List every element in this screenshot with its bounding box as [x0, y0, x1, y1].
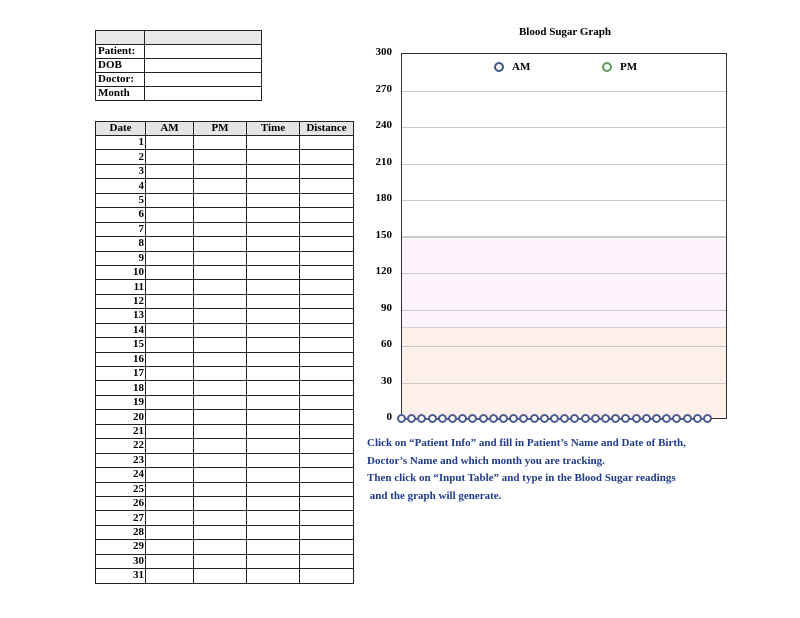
y-tick-label: 180: [375, 192, 392, 204]
doctor-label: Doctor:: [96, 73, 145, 87]
date-cell: 20: [96, 410, 146, 424]
am-data-point: [530, 414, 539, 423]
column-header-pm: PM: [194, 122, 247, 136]
gridline: [402, 237, 726, 238]
pm-input-cell[interactable]: [194, 251, 247, 265]
patient-label: Patient:: [96, 45, 145, 59]
gridline: [402, 383, 726, 384]
distance-input-cell[interactable]: [300, 193, 354, 207]
patient-name-field[interactable]: [145, 45, 262, 59]
am-data-point: [550, 414, 559, 423]
date-cell: 5: [96, 193, 146, 207]
table-row: [96, 395, 354, 409]
am-data-point: [397, 414, 406, 423]
date-cell: 7: [96, 222, 146, 236]
time-input-cell[interactable]: [247, 265, 300, 279]
am-data-point: [519, 414, 528, 423]
pm-input-cell[interactable]: [194, 395, 247, 409]
patient-info-row-patient: [96, 45, 262, 59]
distance-input-cell[interactable]: [300, 222, 354, 236]
am-input-cell[interactable]: [146, 150, 194, 164]
time-input-cell[interactable]: [247, 381, 300, 395]
gridline: [402, 127, 726, 128]
time-input-cell[interactable]: [247, 164, 300, 178]
am-data-point: [601, 414, 610, 423]
am-data-point: [591, 414, 600, 423]
am-input-cell[interactable]: [146, 265, 194, 279]
am-data-point: [468, 414, 477, 423]
date-cell: 6: [96, 208, 146, 222]
distance-input-cell[interactable]: [300, 381, 354, 395]
am-data-point: [509, 414, 518, 423]
gridline: [402, 310, 726, 311]
date-cell: 4: [96, 179, 146, 193]
distance-input-cell[interactable]: [300, 338, 354, 352]
doctor-field[interactable]: [145, 73, 262, 87]
time-input-cell[interactable]: [247, 193, 300, 207]
pm-input-cell[interactable]: [194, 424, 247, 438]
am-input-cell[interactable]: [146, 453, 194, 467]
am-data-point: [611, 414, 620, 423]
table-row: [96, 309, 354, 323]
table-row: [96, 554, 354, 568]
date-cell: 10: [96, 265, 146, 279]
date-cell: 22: [96, 439, 146, 453]
am-input-cell[interactable]: [146, 439, 194, 453]
legend-label-pm: PM: [620, 61, 638, 73]
instruction-line: Click on “Patient Info” and fill in Patient’s Name and Date of Birth,: [367, 437, 686, 449]
date-cell: 25: [96, 482, 146, 496]
pm-input-cell[interactable]: [194, 439, 247, 453]
date-cell: 31: [96, 569, 146, 583]
distance-input-cell[interactable]: [300, 251, 354, 265]
am-input-cell[interactable]: [146, 410, 194, 424]
pm-input-cell[interactable]: [194, 496, 247, 510]
blood-sugar-log-table: [95, 121, 354, 584]
table-row: [96, 193, 354, 207]
distance-input-cell[interactable]: [300, 395, 354, 409]
patient-info-header-row: [96, 31, 262, 45]
date-cell: 2: [96, 150, 146, 164]
chart-title: Blood Sugar Graph: [518, 26, 612, 38]
time-input-cell[interactable]: [247, 352, 300, 366]
time-input-cell[interactable]: [247, 280, 300, 294]
am-data-point: [683, 414, 692, 423]
y-tick-label: 300: [375, 46, 392, 58]
am-data-point: [693, 414, 702, 423]
date-cell: 23: [96, 453, 146, 467]
date-cell: 27: [96, 511, 146, 525]
y-tick-label: 120: [375, 265, 392, 277]
am-input-cell[interactable]: [146, 424, 194, 438]
distance-input-cell[interactable]: [300, 294, 354, 308]
date-cell: 17: [96, 367, 146, 381]
time-input-cell[interactable]: [247, 222, 300, 236]
pm-input-cell[interactable]: [194, 136, 247, 150]
gridline: [402, 346, 726, 347]
time-input-cell[interactable]: [247, 338, 300, 352]
am-data-point: [632, 414, 641, 423]
am-data-point: [407, 414, 416, 423]
pm-input-cell[interactable]: [194, 179, 247, 193]
pm-input-cell[interactable]: [194, 294, 247, 308]
am-data-point: [499, 414, 508, 423]
distance-input-cell[interactable]: [300, 482, 354, 496]
table-row: [96, 453, 354, 467]
am-input-cell[interactable]: [146, 237, 194, 251]
am-data-point: [479, 414, 488, 423]
table-row: [96, 150, 354, 164]
time-input-cell[interactable]: [247, 540, 300, 554]
distance-input-cell[interactable]: [300, 323, 354, 337]
am-input-cell[interactable]: [146, 280, 194, 294]
time-input-cell[interactable]: [247, 251, 300, 265]
table-row: [96, 496, 354, 510]
gridline: [402, 164, 726, 165]
distance-input-cell[interactable]: [300, 540, 354, 554]
distance-input-cell[interactable]: [300, 569, 354, 583]
time-input-cell[interactable]: [247, 482, 300, 496]
am-data-point: [489, 414, 498, 423]
am-input-cell[interactable]: [146, 525, 194, 539]
band-boundary-line: [402, 327, 726, 328]
column-header-am: AM: [146, 122, 194, 136]
table-row: [96, 323, 354, 337]
time-input-cell[interactable]: [247, 453, 300, 467]
table-row: [96, 208, 354, 222]
am-input-cell[interactable]: [146, 136, 194, 150]
distance-input-cell[interactable]: [300, 136, 354, 150]
time-input-cell[interactable]: [247, 569, 300, 583]
target-range-band: [402, 237, 726, 328]
date-cell: 26: [96, 496, 146, 510]
distance-input-cell[interactable]: [300, 309, 354, 323]
circle-marker-icon: [494, 62, 504, 72]
date-cell: 24: [96, 468, 146, 482]
y-tick-label: 270: [375, 82, 392, 95]
am-data-point: [703, 414, 712, 423]
gridline: [402, 200, 726, 201]
log-table-body: [96, 136, 354, 584]
am-data-point: [438, 414, 447, 423]
pm-input-cell[interactable]: [194, 453, 247, 467]
table-row: [96, 164, 354, 178]
pm-input-cell[interactable]: [194, 164, 247, 178]
circle-marker-icon: [602, 62, 612, 72]
distance-input-cell[interactable]: [300, 410, 354, 424]
distance-input-cell[interactable]: [300, 237, 354, 251]
pm-input-cell[interactable]: [194, 352, 247, 366]
time-input-cell[interactable]: [247, 208, 300, 222]
pm-input-cell[interactable]: [194, 468, 247, 482]
date-cell: 14: [96, 323, 146, 337]
date-cell: 1: [96, 136, 146, 150]
am-data-point: [570, 414, 579, 423]
chart-legend: [490, 61, 670, 75]
distance-input-cell[interactable]: [300, 511, 354, 525]
legend-label-am: AM: [512, 61, 531, 73]
time-input-cell[interactable]: [247, 511, 300, 525]
distance-input-cell[interactable]: [300, 554, 354, 568]
table-row: [96, 424, 354, 438]
y-tick-label: 30: [381, 374, 392, 387]
table-row: [96, 468, 354, 482]
pm-input-cell[interactable]: [194, 309, 247, 323]
pm-input-cell[interactable]: [194, 265, 247, 279]
time-input-cell[interactable]: [247, 525, 300, 539]
y-tick-label: 60: [381, 338, 392, 350]
distance-input-cell[interactable]: [300, 352, 354, 366]
instruction-line: Then click on “Input Table” and type in the Blood Sugar readings: [367, 472, 676, 484]
y-tick-label: 210: [375, 155, 392, 168]
am-data-point: [672, 414, 681, 423]
am-input-cell[interactable]: [146, 164, 194, 178]
table-row: [96, 540, 354, 554]
pm-input-cell[interactable]: [194, 222, 247, 236]
table-row: [96, 136, 354, 150]
time-input-cell[interactable]: [247, 237, 300, 251]
date-cell: 16: [96, 352, 146, 366]
am-data-point: [428, 414, 437, 423]
time-input-cell[interactable]: [247, 439, 300, 453]
dob-label: DOB: [96, 59, 145, 73]
distance-input-cell[interactable]: [300, 439, 354, 453]
pm-input-cell[interactable]: [194, 338, 247, 352]
date-cell: 30: [96, 554, 146, 568]
date-cell: 3: [96, 164, 146, 178]
log-table-header-row: [96, 122, 354, 136]
table-row: [96, 222, 354, 236]
time-input-cell[interactable]: [247, 136, 300, 150]
instruction-line: Doctor’s Name and which month you are tracking.: [367, 454, 605, 467]
am-input-cell[interactable]: [146, 511, 194, 525]
am-data-point: [621, 414, 630, 423]
am-input-cell[interactable]: [146, 294, 194, 308]
pm-input-cell[interactable]: [194, 150, 247, 164]
pm-input-cell[interactable]: [194, 381, 247, 395]
am-input-cell[interactable]: [146, 193, 194, 207]
patient-info-row-dob: [96, 59, 262, 73]
am-data-point: [560, 414, 569, 423]
month-label: Month: [96, 87, 145, 101]
pm-input-cell[interactable]: [194, 237, 247, 251]
am-input-cell[interactable]: [146, 482, 194, 496]
column-header-time: Time: [247, 122, 300, 136]
distance-input-cell[interactable]: [300, 208, 354, 222]
time-input-cell[interactable]: [247, 309, 300, 323]
am-input-cell[interactable]: [146, 179, 194, 193]
table-row: [96, 511, 354, 525]
patient-info-header-cell: [145, 31, 262, 45]
y-tick-label: 240: [375, 119, 392, 131]
time-input-cell[interactable]: [247, 496, 300, 510]
am-input-cell[interactable]: [146, 208, 194, 222]
date-cell: 15: [96, 338, 146, 352]
patient-info-row-month: [96, 87, 262, 101]
legend-item-am: [494, 61, 530, 73]
time-input-cell[interactable]: [247, 323, 300, 337]
pm-input-cell[interactable]: [194, 540, 247, 554]
time-input-cell[interactable]: [247, 294, 300, 308]
pm-input-cell[interactable]: [194, 193, 247, 207]
am-input-cell[interactable]: [146, 222, 194, 236]
time-input-cell[interactable]: [247, 554, 300, 568]
pm-input-cell[interactable]: [194, 525, 247, 539]
am-input-cell[interactable]: [146, 309, 194, 323]
distance-input-cell[interactable]: [300, 525, 354, 539]
patient-info-row-doctor: [96, 73, 262, 87]
y-tick-label: 0: [386, 411, 392, 423]
distance-input-cell[interactable]: [300, 164, 354, 178]
gridline: [402, 273, 726, 274]
am-input-cell[interactable]: [146, 251, 194, 265]
gridline: [402, 91, 726, 92]
date-cell: 21: [96, 424, 146, 438]
table-row: [96, 237, 354, 251]
am-input-cell[interactable]: [146, 395, 194, 409]
legend-item-pm: [602, 61, 637, 73]
y-tick-label: 90: [381, 301, 392, 314]
am-data-point: [652, 414, 661, 423]
table-row: [96, 381, 354, 395]
pm-input-cell[interactable]: [194, 482, 247, 496]
am-input-cell[interactable]: [146, 323, 194, 337]
distance-input-cell[interactable]: [300, 150, 354, 164]
table-row: [96, 367, 354, 381]
am-input-cell[interactable]: [146, 352, 194, 366]
table-row: [96, 179, 354, 193]
dob-field[interactable]: [145, 59, 262, 73]
time-input-cell[interactable]: [247, 150, 300, 164]
am-data-point: [448, 414, 457, 423]
distance-input-cell[interactable]: [300, 424, 354, 438]
date-cell: 9: [96, 251, 146, 265]
date-cell: 13: [96, 309, 146, 323]
date-cell: 12: [96, 294, 146, 308]
time-input-cell[interactable]: [247, 395, 300, 409]
am-input-cell[interactable]: [146, 554, 194, 568]
am-data-point: [642, 414, 651, 423]
time-input-cell[interactable]: [247, 468, 300, 482]
table-row: [96, 352, 354, 366]
pm-input-cell[interactable]: [194, 323, 247, 337]
date-cell: 18: [96, 381, 146, 395]
am-input-cell[interactable]: [146, 540, 194, 554]
column-header-date: Date: [96, 122, 146, 136]
table-row: [96, 482, 354, 496]
am-data-point: [662, 414, 671, 423]
patient-info-table: [95, 30, 262, 101]
column-header-distance: Distance: [300, 122, 354, 136]
am-input-cell[interactable]: [146, 496, 194, 510]
am-input-cell[interactable]: [146, 468, 194, 482]
patient-info-header-cell: [96, 31, 145, 45]
table-row: [96, 525, 354, 539]
table-row: [96, 439, 354, 453]
date-cell: 19: [96, 395, 146, 409]
distance-input-cell[interactable]: [300, 179, 354, 193]
instructions-text: [367, 435, 747, 505]
chart-plot-area: [401, 53, 727, 418]
pm-input-cell[interactable]: [194, 554, 247, 568]
pm-input-cell[interactable]: [194, 569, 247, 583]
month-field[interactable]: [145, 87, 262, 101]
pm-input-cell[interactable]: [194, 208, 247, 222]
am-input-cell[interactable]: [146, 367, 194, 381]
time-input-cell[interactable]: [247, 179, 300, 193]
time-input-cell[interactable]: [247, 410, 300, 424]
distance-input-cell[interactable]: [300, 468, 354, 482]
table-row: [96, 251, 354, 265]
am-input-cell[interactable]: [146, 381, 194, 395]
pm-input-cell[interactable]: [194, 511, 247, 525]
am-data-point: [581, 414, 590, 423]
table-row: [96, 294, 354, 308]
date-cell: 28: [96, 525, 146, 539]
table-row: [96, 569, 354, 583]
table-row: [96, 410, 354, 424]
date-cell: 8: [96, 237, 146, 251]
y-tick-label: 150: [375, 228, 392, 241]
date-cell: 29: [96, 540, 146, 554]
x-axis-line: [401, 418, 727, 419]
date-cell: 11: [96, 280, 146, 294]
am-data-point: [417, 414, 426, 423]
am-data-point: [458, 414, 467, 423]
target-range-band: [402, 328, 726, 419]
am-data-point: [540, 414, 549, 423]
time-input-cell[interactable]: [247, 367, 300, 381]
table-row: [96, 280, 354, 294]
distance-input-cell[interactable]: [300, 280, 354, 294]
am-input-cell[interactable]: [146, 338, 194, 352]
time-input-cell[interactable]: [247, 424, 300, 438]
table-row: [96, 338, 354, 352]
pm-input-cell[interactable]: [194, 280, 247, 294]
distance-input-cell[interactable]: [300, 453, 354, 467]
am-input-cell[interactable]: [146, 569, 194, 583]
pm-input-cell[interactable]: [194, 367, 247, 381]
table-row: [96, 265, 354, 279]
pm-input-cell[interactable]: [194, 410, 247, 424]
distance-input-cell[interactable]: [300, 265, 354, 279]
distance-input-cell[interactable]: [300, 367, 354, 381]
distance-input-cell[interactable]: [300, 496, 354, 510]
instruction-line: and the graph will generate.: [367, 489, 502, 502]
